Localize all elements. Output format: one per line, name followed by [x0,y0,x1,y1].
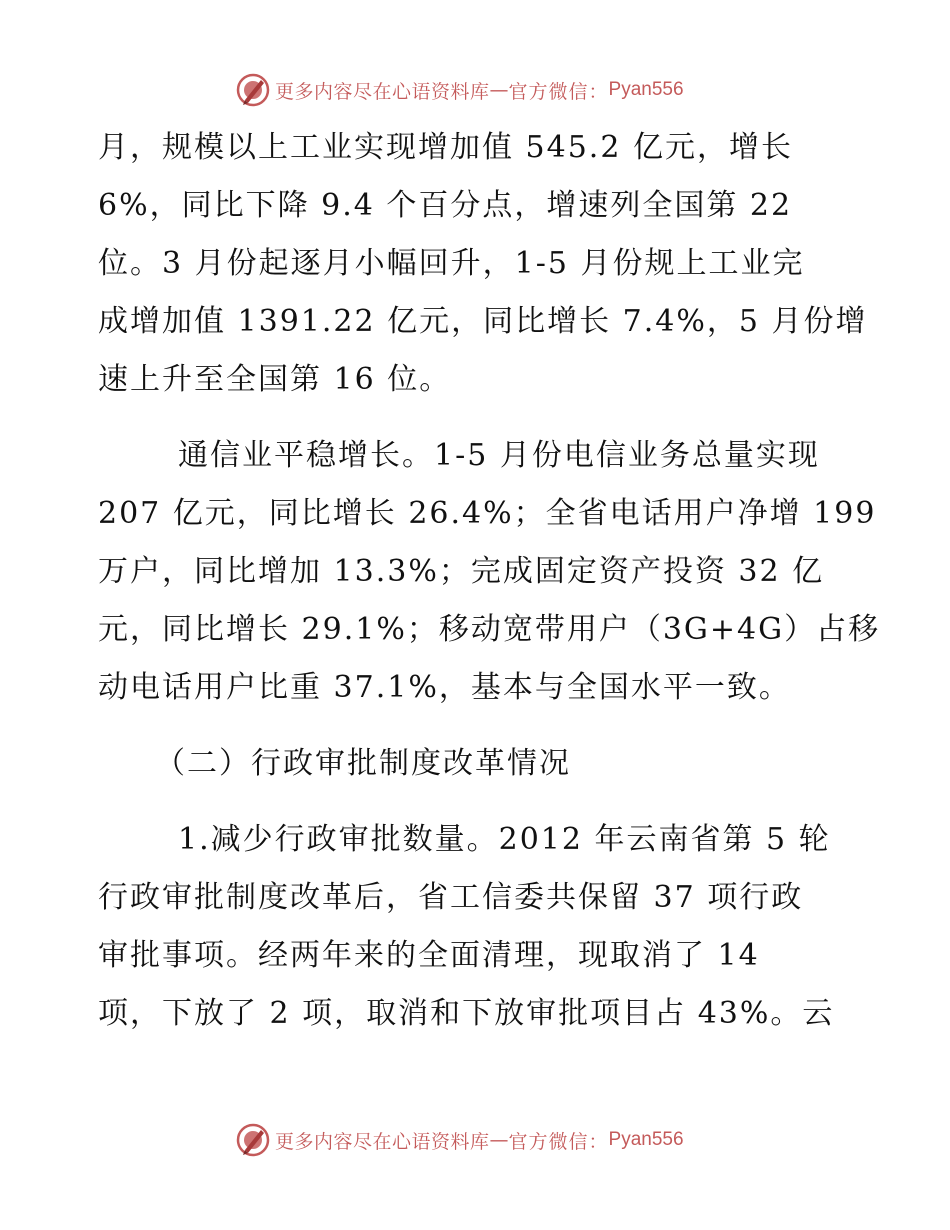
text-line: 审批事项。经两年来的全面清理，现取消了 14 [98,938,760,973]
section-heading: （二）行政审批制度改革情况 [155,746,571,781]
pen-logo-icon [235,1122,271,1158]
text-line: 项，下放了 2 项，取消和下放审批项目占 43%。云 [98,996,835,1031]
text-line: 行政审批制度改革后，省工信委共保留 37 项行政 [98,880,804,915]
text-line: 207 亿元，同比增长 26.4%；全省电话用户净增 199 [98,496,877,531]
watermark-header [235,70,684,110]
watermark-dash: — [489,79,509,101]
text-line: 万户，同比增加 13.3%；完成固定资产投资 32 亿 [98,554,825,589]
text-line: 元，同比增长 29.1%；移动宽带用户（3G+4G）占移 [98,612,881,647]
text-line: 6%，同比下降 9.4 个百分点，增速列全国第 22 [98,188,793,223]
watermark-label: 官方微信： [508,80,609,103]
text-line: 速上升至全国第 16 位。 [98,362,452,397]
watermark-wechat-id: Pyan556 [608,1129,684,1150]
text-line: 月，规模以上工业实现增加值 545.2 亿元，增长 [98,130,793,165]
watermark-wechat-id: Pyan556 [608,79,684,100]
text-line: 通信业平稳增长。1-5 月份电信业务总量实现 [178,438,820,473]
text-line: 动电话用户比重 37.1%，基本与全国水平一致。 [98,670,791,705]
text-line: 1.减少行政审批数量。2012 年云南省第 5 轮 [178,822,831,857]
watermark-chinese-text: 更多内容尽在心语资料库 [275,80,490,103]
watermark-dash: — [489,1129,509,1151]
pen-logo-icon [235,72,271,108]
watermark-chinese-text: 更多内容尽在心语资料库 [275,1130,490,1153]
text-line: 位。3 月份起逐月小幅回升，1-5 月份规上工业完 [98,246,805,281]
watermark-footer [235,1120,684,1160]
text-line: 成增加值 1391.22 亿元，同比增长 7.4%，5 月份增 [98,304,868,339]
watermark-label: 官方微信： [508,1130,609,1153]
